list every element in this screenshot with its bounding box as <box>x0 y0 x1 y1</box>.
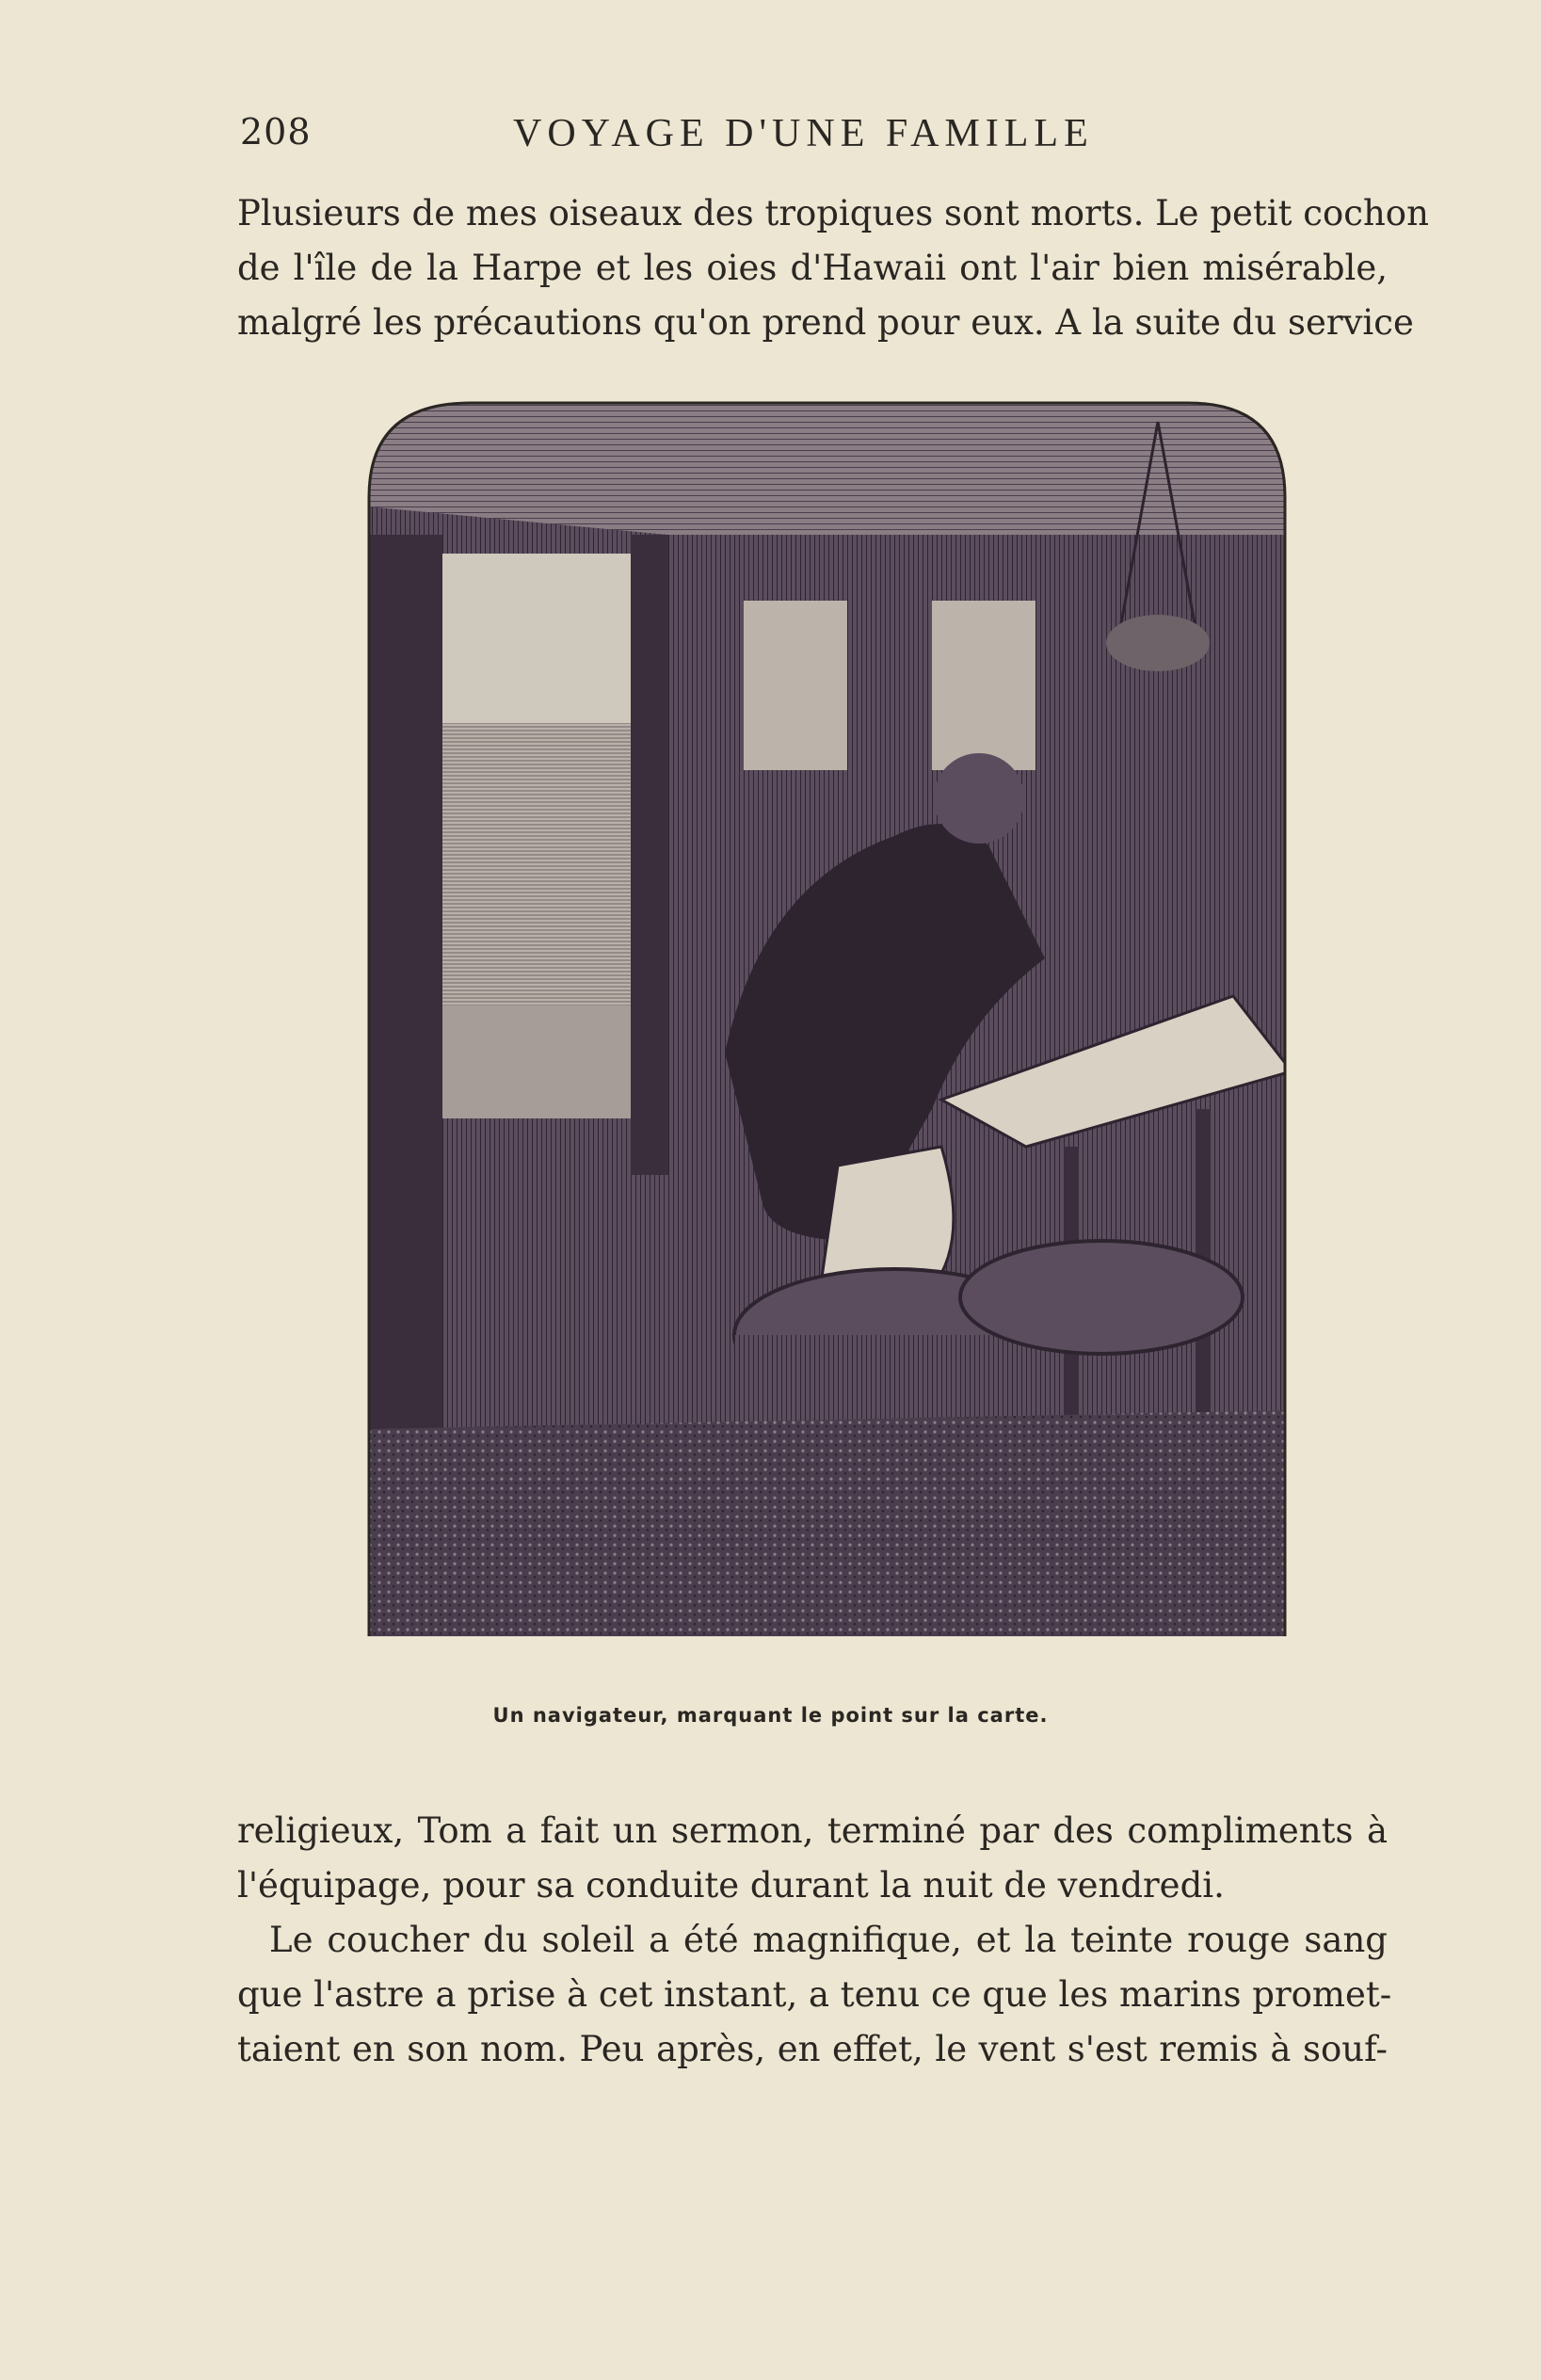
page-number: 208 <box>240 111 312 153</box>
text-line: l'équipage, pour sa conduite durant la nuit de vendredi. <box>237 1865 1225 1906</box>
text-line: que l'astre a prise à cet instant, a tenu ce que les marins promet- <box>237 1974 1392 2015</box>
engraving-illustration <box>367 394 1292 1655</box>
body-text-bottom <box>237 1804 1392 2077</box>
running-title: VOYAGE D'UNE FAMILLE <box>513 112 1094 155</box>
text-line: religieux, Tom a fait un sermon, terminé par des compliments à <box>237 1810 1388 1851</box>
text-line: Plusieurs de mes oiseaux des tropiques sont morts. Le petit cochon <box>237 193 1429 233</box>
body-text-top <box>237 186 1429 350</box>
text-line: de l'île de la Harpe et les oies d'Hawaii ont l'air bien misérable, <box>237 248 1388 288</box>
text-line: Le coucher du soleil a été magnifique, et la teinte rouge sang <box>269 1920 1388 1960</box>
text-line: taient en son nom. Peu après, en effet, le vent s'est remis à souf- <box>237 2029 1388 2069</box>
text-line: malgré les précautions qu'on prend pour eux. A la suite du service <box>237 302 1414 343</box>
figure-caption: Un navigateur, marquant le point sur la carte. <box>492 1704 1049 1727</box>
page-header <box>240 111 1390 168</box>
